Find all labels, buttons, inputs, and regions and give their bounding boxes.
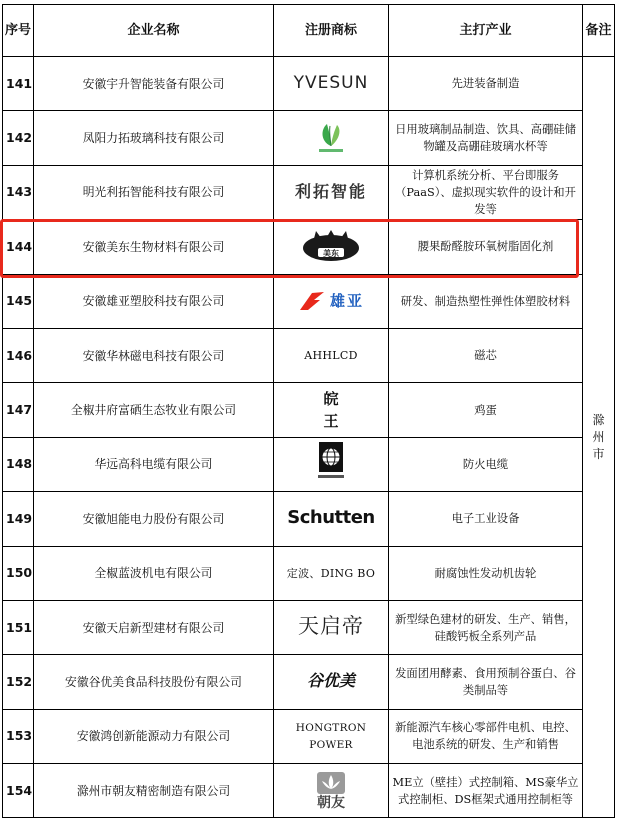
header-industry: 主打产业 xyxy=(389,5,583,57)
table-row xyxy=(3,492,615,546)
trademark-text: 谷优美 xyxy=(306,671,355,691)
remark-cell xyxy=(583,57,615,818)
industry: 腰果酚醛胺环氧树脂固化剂 xyxy=(389,220,583,274)
table-row xyxy=(3,383,615,437)
leaf-logo-icon xyxy=(311,116,351,156)
company-name: 安徽华林磁电科技有限公司 xyxy=(34,328,274,382)
m-badge-logo-icon xyxy=(300,226,362,264)
company-name: 安徽天启新型建材有限公司 xyxy=(34,600,274,654)
industry: 计算机系统分析、平台即服务（PaaS）、虚拟现实软件的设计和开发等 xyxy=(389,165,583,219)
company-name: 安徽鸿创新能源动力有限公司 xyxy=(34,709,274,763)
company-name: 安徽宇升智能装备有限公司 xyxy=(34,57,274,111)
header-no: 序号 xyxy=(3,5,34,57)
company-name: 安徽美东生物材料有限公司 xyxy=(34,220,274,274)
trademark-cell xyxy=(274,220,389,274)
trademark-text: 美东 xyxy=(323,248,339,258)
industry: 发面团用酵素、食用预制谷蛋白、谷类制品等 xyxy=(389,655,583,709)
trademark-text: 雄亚 xyxy=(329,292,364,311)
row-no: 148 xyxy=(3,437,34,491)
row-no: 142 xyxy=(3,111,34,165)
wing-logo-icon xyxy=(298,290,326,312)
trademark-cell xyxy=(274,709,389,763)
trademark-text: 定波、DING BO xyxy=(286,566,376,580)
row-no: 149 xyxy=(3,492,34,546)
trademark-cell xyxy=(274,546,389,600)
row-no: 141 xyxy=(3,57,34,111)
table-row xyxy=(3,600,615,654)
table-row xyxy=(3,57,615,111)
industry: 电子工业设备 xyxy=(389,492,583,546)
industry: ME立（壁挂）式控制箱、MS豪华立式控制柜、DS框架式通用控制柜等 xyxy=(389,764,583,818)
table-row xyxy=(3,709,615,763)
company-name: 华远高科电缆有限公司 xyxy=(34,437,274,491)
industry: 日用玻璃制品制造、饮具、高硼硅储物罐及高硼硅玻璃水杯等 xyxy=(389,111,583,165)
table-row xyxy=(3,764,615,818)
trademark-text: 天启帝 xyxy=(298,614,364,639)
table-row xyxy=(3,655,615,709)
trademark-cell xyxy=(274,111,389,165)
company-name: 凤阳力拓玻璃科技有限公司 xyxy=(34,111,274,165)
trademark-text: AHHLCD xyxy=(304,349,358,363)
trademark-text: 朝友 xyxy=(317,794,345,811)
trademark-text: YVESUN xyxy=(293,73,369,94)
row-no: 144 xyxy=(3,220,34,274)
row-no: 143 xyxy=(3,165,34,219)
industry: 鸡蛋 xyxy=(389,383,583,437)
industry: 新型绿色建材的研发、生产、销售，硅酸钙板全系列产品 xyxy=(389,600,583,654)
header-row xyxy=(3,5,615,57)
trademark-cell xyxy=(274,492,389,546)
table-row xyxy=(3,111,615,165)
trademark-text: 利拓智能 xyxy=(294,181,367,201)
industry: 先进装备制造 xyxy=(389,57,583,111)
company-name: 明光利拓智能科技有限公司 xyxy=(34,165,274,219)
table-row xyxy=(3,165,615,219)
remark-text: 滁州市 xyxy=(592,412,605,461)
globe-logo-icon xyxy=(316,441,346,483)
trademark-cell xyxy=(274,328,389,382)
industry: 防火电缆 xyxy=(389,437,583,491)
row-no: 152 xyxy=(3,655,34,709)
trademark-text: HONGTRON POWER xyxy=(295,722,367,752)
industry: 耐腐蚀性发动机齿轮 xyxy=(389,546,583,600)
table-row-highlighted xyxy=(3,220,615,274)
trademark-cell xyxy=(274,437,389,491)
trademark-text: Schutten xyxy=(287,507,375,529)
company-name: 安徽谷优美食品科技股份有限公司 xyxy=(34,655,274,709)
header-remark: 备注 xyxy=(583,5,615,57)
company-name: 安徽旭能电力股份有限公司 xyxy=(34,492,274,546)
row-no: 154 xyxy=(3,764,34,818)
industry: 磁芯 xyxy=(389,328,583,382)
trademark-cell xyxy=(274,655,389,709)
table-row xyxy=(3,546,615,600)
row-no: 147 xyxy=(3,383,34,437)
row-no: 145 xyxy=(3,274,34,328)
trademark-cell xyxy=(274,274,389,328)
trademark-cell xyxy=(274,165,389,219)
enterprise-table xyxy=(2,4,615,818)
industry: 新能源汽车核心零部件电机、电控、电池系统的研发、生产和销售 xyxy=(389,709,583,763)
company-name: 全椒蓝波机电有限公司 xyxy=(34,546,274,600)
row-no: 151 xyxy=(3,600,34,654)
company-name: 滁州市朝友精密制造有限公司 xyxy=(34,764,274,818)
trademark-cell xyxy=(274,600,389,654)
table-row xyxy=(3,328,615,382)
company-name: 安徽雄亚塑胶科技有限公司 xyxy=(34,274,274,328)
header-company: 企业名称 xyxy=(34,5,274,57)
table-row xyxy=(3,274,615,328)
trademark-cell xyxy=(274,764,389,818)
trademark-cell xyxy=(274,383,389,437)
row-no: 150 xyxy=(3,546,34,600)
row-no: 146 xyxy=(3,328,34,382)
trademark-cell xyxy=(274,57,389,111)
industry: 研发、制造热塑性弹性体塑胶材料 xyxy=(389,274,583,328)
row-no: 153 xyxy=(3,709,34,763)
header-trademark: 注册商标 xyxy=(274,5,389,57)
table-row xyxy=(3,437,615,491)
trademark-text: 皖王 xyxy=(323,390,339,431)
lotus-logo-icon xyxy=(316,771,346,795)
company-name: 全椒井府富硒生态牧业有限公司 xyxy=(34,383,274,437)
